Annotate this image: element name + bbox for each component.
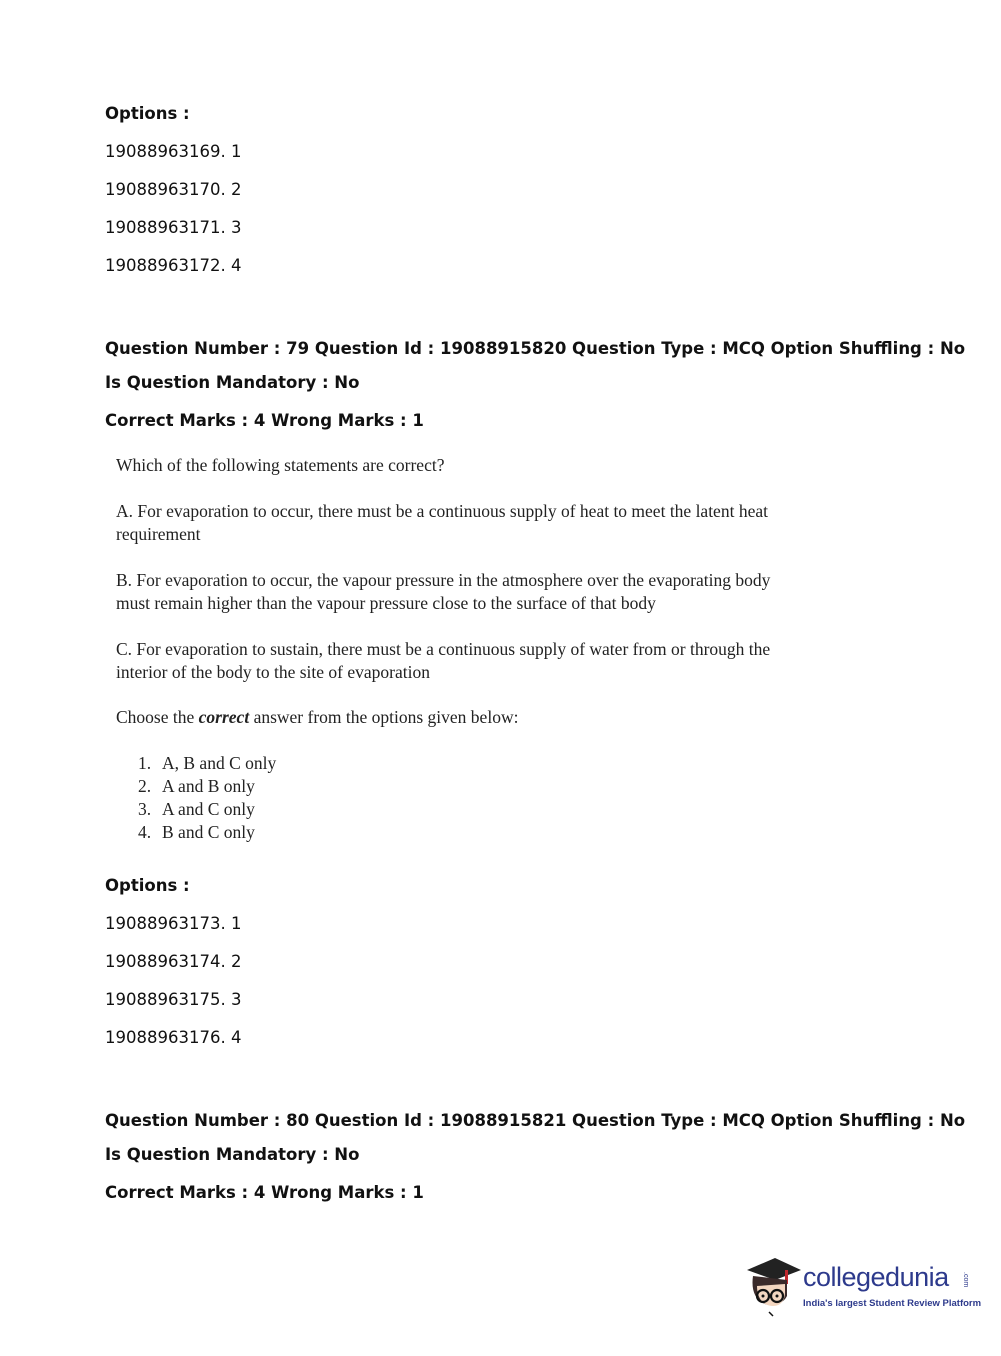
option-item: 19088963170. 2 <box>105 180 242 199</box>
option-item: 19088963176. 4 <box>105 1028 242 1047</box>
options-label: Options : <box>105 104 190 123</box>
option-item: 19088963175. 3 <box>105 990 242 1009</box>
collegedunia-logo <box>743 1252 982 1322</box>
choice-item <box>138 775 276 798</box>
statement-b-line2: must remain higher than the vapour pressure close to the surface of that body <box>116 593 656 613</box>
choice-text: A, B and C only <box>162 753 277 773</box>
statement-a-line2: requirement <box>116 524 201 544</box>
choice-number: 3. <box>138 799 152 819</box>
question-mandatory: Is Question Mandatory : No <box>105 1145 360 1164</box>
choice-item <box>138 752 276 775</box>
choice-text: B and C only <box>162 822 255 842</box>
choose-instruction <box>116 706 518 729</box>
mascot-icon <box>743 1252 803 1322</box>
choice-list <box>138 752 276 844</box>
question-marks: Correct Marks : 4 Wrong Marks : 1 <box>105 411 424 430</box>
option-item: 19088963169. 1 <box>105 142 242 161</box>
logo-tagline: India's largest Student Review Platform <box>803 1298 982 1309</box>
logo-wordmark: collegedunia <box>803 1262 949 1292</box>
choice-number: 4. <box>138 822 152 842</box>
statement-c-line1: C. For evaporation to sustain, there must be a continuous supply of water from or through the <box>116 639 771 659</box>
choice-number: 1. <box>138 753 152 773</box>
choice-item <box>138 821 276 844</box>
option-item: 19088963173. 1 <box>105 914 242 933</box>
option-item: 19088963174. 2 <box>105 952 242 971</box>
statement-a-line1: A. For evaporation to occur, there must be a continuous supply of heat to meet the latent heat <box>116 501 768 521</box>
statement-b-line1: B. For evaporation to occur, the vapour pressure in the atmosphere over the evaporating body <box>116 570 771 590</box>
statement-c-line2: interior of the body to the site of evaporation <box>116 662 430 682</box>
choice-item <box>138 798 276 821</box>
logo-suffix: .com <box>962 1272 969 1288</box>
choose-post: answer from the options given below: <box>249 707 519 727</box>
question-stem: Which of the following statements are correct? <box>116 455 445 475</box>
question-mandatory: Is Question Mandatory : No <box>105 373 360 392</box>
question-header: Question Number : 79 Question Id : 19088915820 Question Type : MCQ Option Shuffling : No <box>105 339 966 358</box>
choice-text: A and C only <box>162 799 255 819</box>
question-marks: Correct Marks : 4 Wrong Marks : 1 <box>105 1183 424 1202</box>
choose-emphasis: correct <box>198 707 250 727</box>
options-label: Options : <box>105 876 190 895</box>
option-item: 19088963171. 3 <box>105 218 242 237</box>
choose-pre: Choose the <box>116 707 199 727</box>
choice-number: 2. <box>138 776 152 796</box>
choice-text: A and B only <box>162 776 255 796</box>
question-header: Question Number : 80 Question Id : 19088915821 Question Type : MCQ Option Shuffling : No <box>105 1111 966 1130</box>
option-item: 19088963172. 4 <box>105 256 242 275</box>
